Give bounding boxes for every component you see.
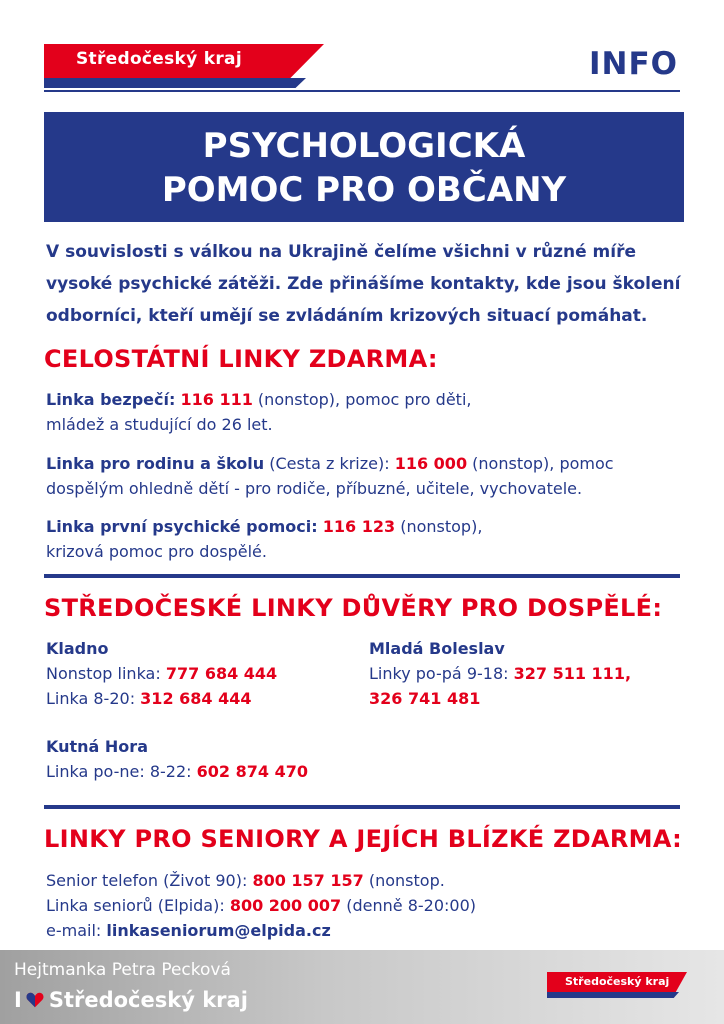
title-line-1: PSYCHOLOGICKÁ <box>202 126 526 166</box>
line-label: Senior telefon (Život 90): <box>46 871 253 890</box>
line-note: (denně 8-20:00) <box>341 896 476 915</box>
heart-icon <box>26 991 44 1009</box>
info-label: INFO <box>588 46 678 82</box>
region-badge-label: Středočeský kraj <box>76 49 242 69</box>
email-link[interactable]: linkaseniorum@elpida.cz <box>106 921 331 940</box>
region-badge <box>44 44 324 90</box>
line-note: dospělým ohledně dětí - pro rodiče, příbuzné, učitele, vychovatele. <box>46 479 583 498</box>
love-region-label: Středočeský kraj <box>48 988 248 1012</box>
city-name: Kutná Hora <box>46 737 148 756</box>
phone-number[interactable]: 800 157 157 <box>252 871 364 890</box>
header-divider <box>44 90 680 92</box>
line-label: Linka 8-20: <box>46 689 141 708</box>
line-name: Linka bezpečí: <box>46 390 176 409</box>
intro-line: vysoké psychické zátěži. Zde přinášíme kontakty, kde jsou školení <box>46 274 681 294</box>
phone-number[interactable]: 116 000 <box>394 454 468 473</box>
phone-number[interactable]: 116 123 <box>322 517 396 536</box>
phone-number[interactable]: 326 741 481 <box>369 689 481 708</box>
footer-badge-label: Středočeský kraj <box>565 975 670 988</box>
footer <box>0 950 724 1024</box>
intro-paragraph <box>46 236 682 332</box>
phone-number[interactable]: 602 874 470 <box>196 762 308 781</box>
section-divider <box>44 805 680 809</box>
line-note: (nonstop), pomoc <box>467 454 614 473</box>
national-item-2 <box>46 451 614 501</box>
phone-number[interactable]: 327 511 111, <box>513 664 632 683</box>
kutna-hora-block <box>46 734 308 784</box>
line-label: Linky po-pá 9-18: <box>369 664 514 683</box>
line-label: Nonstop linka: <box>46 664 166 683</box>
phone-number[interactable]: 116 111 <box>180 390 253 409</box>
line-label: Linka po-ne: 8-22: <box>46 762 197 781</box>
city-name: Kladno <box>46 639 109 658</box>
line-label: Linka seniorů (Elpida): <box>46 896 230 915</box>
national-item-1 <box>46 387 471 437</box>
title-banner <box>44 112 684 222</box>
line-label: e-mail: <box>46 921 107 940</box>
title-line-2: POMOC PRO OBČANY <box>161 170 567 210</box>
national-item-3 <box>46 514 482 564</box>
line-name: Linka pro rodinu a školu <box>46 454 265 473</box>
section-divider <box>44 574 680 578</box>
national-heading: CELOSTÁTNÍ LINKY ZDARMA: <box>44 345 438 373</box>
phone-number[interactable]: 800 200 007 <box>229 896 342 915</box>
footer-region-badge <box>547 972 687 1000</box>
line-note: (Cesta z krize): <box>264 454 395 473</box>
i-letter: I <box>14 988 22 1012</box>
line-note: (nonstop), <box>395 517 483 536</box>
i-love-region <box>14 988 248 1012</box>
seniors-block <box>46 868 476 943</box>
mlada-boleslav-block <box>369 636 631 711</box>
intro-line: V souvislosti s válkou na Ukrajině čelíme všichni v různé míře <box>46 242 636 262</box>
city-name: Mladá Boleslav <box>369 639 505 658</box>
line-note: krizová pomoc pro dospělé. <box>46 542 267 561</box>
phone-number[interactable]: 312 684 444 <box>140 689 252 708</box>
line-note: (nonstop. <box>363 871 445 890</box>
line-note: (nonstop), pomoc pro děti, <box>252 390 472 409</box>
line-name: Linka první psychické pomoci: <box>46 517 318 536</box>
line-note: mládež a studující do 26 let. <box>46 415 273 434</box>
seniors-heading: LINKY PRO SENIORY A JEJÍCH BLÍZKÉ ZDARMA: <box>44 825 683 853</box>
regional-heading: STŘEDOČESKÉ LINKY DŮVĚRY PRO DOSPĚLÉ: <box>44 594 663 622</box>
kladno-block <box>46 636 277 711</box>
governor-name: Hejtmanka Petra Pecková <box>14 960 231 980</box>
phone-number[interactable]: 777 684 444 <box>165 664 278 683</box>
intro-line: odborníci, kteří umějí se zvládáním krizových situací pomáhat. <box>46 306 648 326</box>
